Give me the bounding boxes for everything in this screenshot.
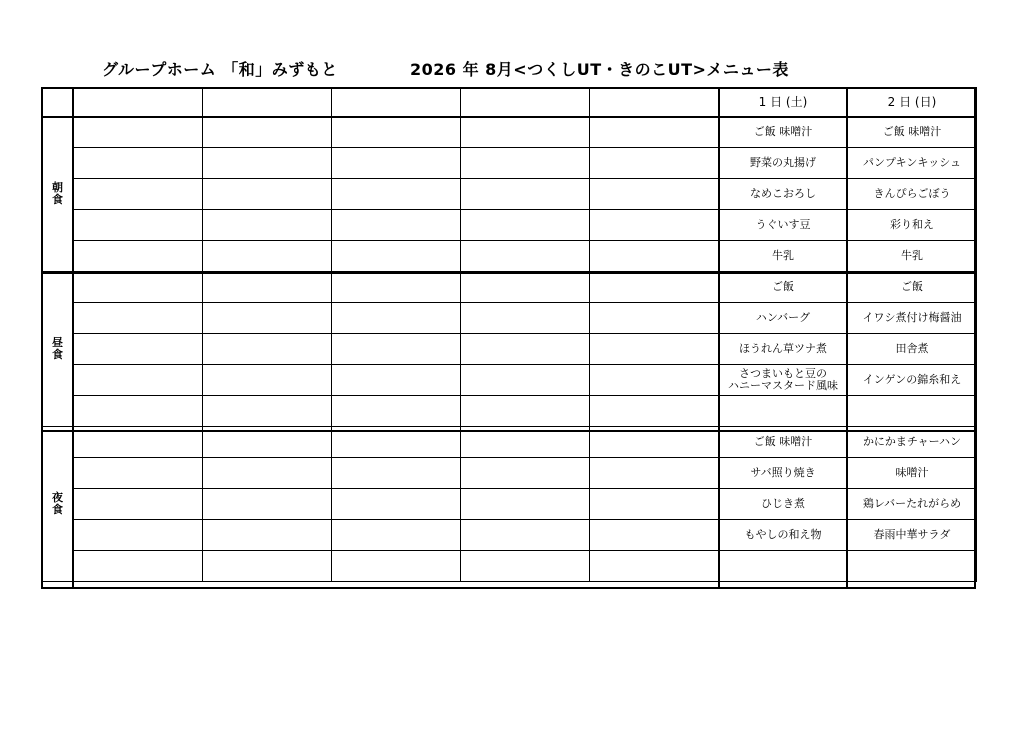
blank-cell [203,334,332,365]
dinner-label-char-1: 夜 [52,491,63,504]
menu-table [41,87,977,582]
blank-cell [332,179,461,210]
blank-cell [332,210,461,241]
page-title-facility: グループホーム 「和」みずもと [102,60,338,79]
blank-cell [332,334,461,365]
dinner-row [42,551,977,582]
lunch-label [42,272,74,427]
breakfast-row [42,148,977,179]
blank-cell [332,365,461,396]
blank-cell [203,148,332,179]
menu-item-day1: サバ照り焼き [719,458,848,489]
header-blank-cell [74,88,203,117]
menu-item-day2: インゲンの錦糸和え [848,365,977,396]
blank-cell [461,489,590,520]
menu-item-day1: ご飯 [719,272,848,303]
blank-cell [332,117,461,148]
day-header-2: 2 日 (日) [848,88,977,117]
blank-cell [74,365,203,396]
menu-item-day1: うぐいす豆 [719,210,848,241]
menu-item-day1: ご飯 味噌汁 [719,117,848,148]
menu-item-day2: きんぴらごぼう [848,179,977,210]
blank-cell [590,365,719,396]
blank-cell [74,396,203,427]
menu-item-day1: ご飯 味噌汁 [719,427,848,458]
blank-cell [590,272,719,303]
blank-cell [461,396,590,427]
menu-item-day2: 春雨中華サラダ [848,520,977,551]
header-blank-cell [590,88,719,117]
day-header-1: 1 日 (土) [719,88,848,117]
blank-cell [461,179,590,210]
lunch-label-char-1: 昼 [52,336,63,349]
blank-cell [332,272,461,303]
dinner-row [42,458,977,489]
blank-cell [332,551,461,582]
blank-cell [590,303,719,334]
blank-cell [74,210,203,241]
header-blank-cell [332,88,461,117]
dinner-row [42,520,977,551]
lunch-row [42,396,977,427]
blank-cell [74,117,203,148]
menu-item-day2: ご飯 味噌汁 [848,117,977,148]
menu-item-day2: イワシ煮付け梅醤油 [848,303,977,334]
header-blank-cell [203,88,332,117]
header-blank-cell [461,88,590,117]
blank-cell [590,179,719,210]
blank-cell [461,210,590,241]
blank-cell [74,520,203,551]
lunch-label-char-2: 食 [52,348,63,361]
blank-cell [74,148,203,179]
menu-item-line: ハニーマスタード風味 [728,379,838,392]
menu-item-day1: ひじき煮 [719,489,848,520]
blank-cell [332,427,461,458]
blank-cell [203,241,332,272]
blank-cell [590,396,719,427]
blank-cell [203,303,332,334]
blank-cell [590,148,719,179]
menu-item-day2: パンプキンキッシュ [848,148,977,179]
blank-cell [590,427,719,458]
blank-cell [461,458,590,489]
breakfast-row [42,117,977,148]
blank-cell [74,272,203,303]
blank-cell [203,458,332,489]
breakfast-label-char-1: 朝 [52,181,63,194]
blank-cell [203,272,332,303]
header-row [42,88,977,117]
dinner-label [42,427,74,582]
blank-cell [590,241,719,272]
blank-cell [203,396,332,427]
blank-cell [74,179,203,210]
lunch-row [42,334,977,365]
menu-item-day1 [719,551,848,582]
blank-cell [590,489,719,520]
menu-item-day1: ほうれん草ツナ煮 [719,334,848,365]
blank-cell [461,241,590,272]
blank-cell [332,458,461,489]
menu-item-day2: 味噌汁 [848,458,977,489]
menu-item-day2: 鶏レバーたれがらめ [848,489,977,520]
blank-cell [332,520,461,551]
blank-cell [590,458,719,489]
blank-cell [332,303,461,334]
blank-cell [461,427,590,458]
blank-cell [461,334,590,365]
dinner-row [42,489,977,520]
blank-cell [203,117,332,148]
blank-cell [203,365,332,396]
blank-cell [74,427,203,458]
menu-item-day2: ご飯 [848,272,977,303]
menu-item-day1 [719,365,848,396]
blank-cell [461,272,590,303]
breakfast-row [42,210,977,241]
menu-item-day1: 牛乳 [719,241,848,272]
menu-item-day1 [719,396,848,427]
blank-cell [203,179,332,210]
blank-cell [590,551,719,582]
blank-cell [461,520,590,551]
blank-cell [461,148,590,179]
dinner-row [42,427,977,458]
blank-cell [74,458,203,489]
blank-cell [461,365,590,396]
blank-cell [74,334,203,365]
blank-cell [461,551,590,582]
blank-cell [590,210,719,241]
menu-item-day1: 野菜の丸揚げ [719,148,848,179]
blank-cell [461,303,590,334]
blank-cell [203,210,332,241]
blank-cell [332,148,461,179]
blank-cell [203,551,332,582]
blank-cell [74,551,203,582]
blank-cell [74,241,203,272]
blank-cell [590,520,719,551]
menu-item-day2: かにかまチャーハン [848,427,977,458]
breakfast-label-char-2: 食 [52,193,63,206]
menu-item-day2 [848,551,977,582]
header-corner [42,88,74,117]
lunch-row [42,365,977,396]
blank-cell [332,489,461,520]
lunch-row [42,272,977,303]
breakfast-row [42,241,977,272]
menu-item-day2 [848,396,977,427]
blank-cell [74,303,203,334]
breakfast-label [42,117,74,272]
menu-item-day2: 彩り和え [848,210,977,241]
blank-cell [590,334,719,365]
dinner-label-char-2: 食 [52,503,63,516]
blank-cell [203,489,332,520]
menu-item-day2: 牛乳 [848,241,977,272]
blank-cell [74,489,203,520]
blank-cell [461,117,590,148]
blank-cell [203,427,332,458]
menu-item-day1: もやしの和え物 [719,520,848,551]
lunch-row [42,303,977,334]
menu-item-day2: 田舎煮 [848,334,977,365]
blank-cell [590,117,719,148]
blank-cell [332,241,461,272]
menu-item-day1: なめこおろし [719,179,848,210]
blank-cell [203,520,332,551]
breakfast-row [42,179,977,210]
menu-item-line: さつまいもと豆の [739,367,827,380]
page-title-menu: 2026 年 8月<つくしUT・きのこUT>メニュー表 [410,60,789,79]
blank-cell [332,396,461,427]
menu-item-day1: ハンバーグ [719,303,848,334]
